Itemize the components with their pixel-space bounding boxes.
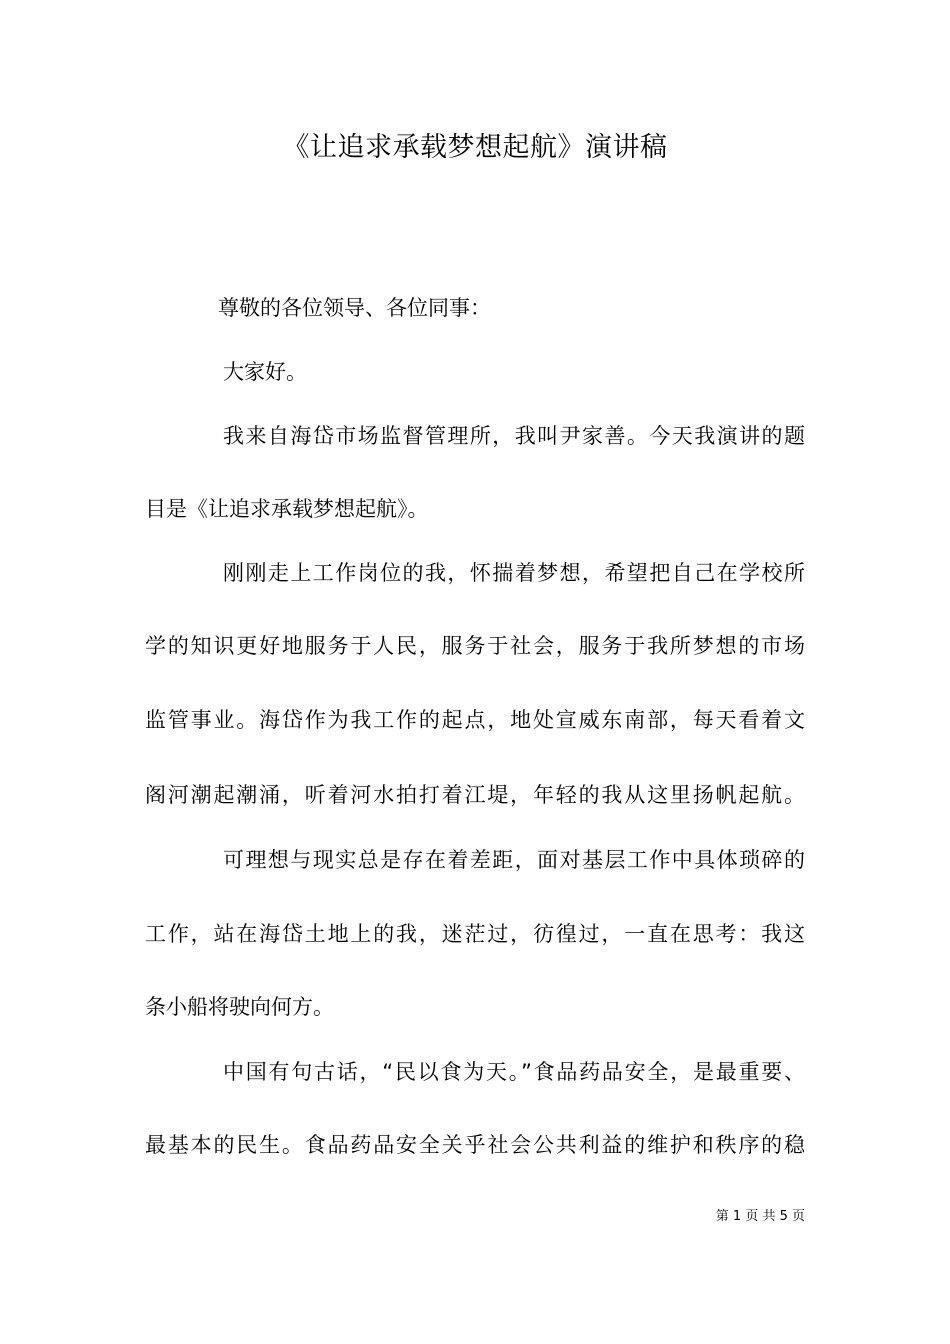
paragraph-line: 可理想与现实总是存在着差距，面对基层工作中具体琐碎的: [223, 848, 805, 872]
paragraph-line: 刚刚走上工作岗位的我，怀揣着梦想，希望把自己在学校所: [223, 561, 805, 585]
paragraph-line: 目是《让追求承载梦想起航》。: [145, 497, 429, 521]
paragraph-line: 工作，站在海岱土地上的我，迷茫过，彷徨过，一直在思考：我这: [145, 922, 805, 946]
paragraph-line: 最基本的民生。食品药品安全关乎社会公共利益的维护和秩序的稳: [145, 1133, 805, 1157]
paragraph-line: 中国有句古话，“民以食为天。”食品药品安全，是最重要、: [223, 1060, 805, 1084]
paragraph-line: 阁河潮起潮涌，听着河水拍打着江堤，年轻的我从这里扬帆起航。: [145, 783, 805, 807]
greeting-line: 大家好。: [223, 360, 307, 384]
paragraph-line: 监管事业。海岱作为我工作的起点，地处宣威东南部，每天看着文: [145, 708, 805, 732]
paragraph-line: 条小船将驶向何方。: [145, 995, 334, 1019]
paragraph-line: 学的知识更好地服务于人民，服务于社会，服务于我所梦想的市场: [145, 634, 805, 658]
salutation-line: 尊敬的各位领导、各位同事：: [218, 296, 491, 320]
document-title: 《让追求承载梦想起航》演讲稿: [282, 132, 668, 163]
paragraph-line: 我来自海岱市场监督管理所，我叫尹家善。今天我演讲的题: [223, 424, 805, 448]
page-footer: 第 1 页 共 5 页: [715, 1209, 805, 1224]
